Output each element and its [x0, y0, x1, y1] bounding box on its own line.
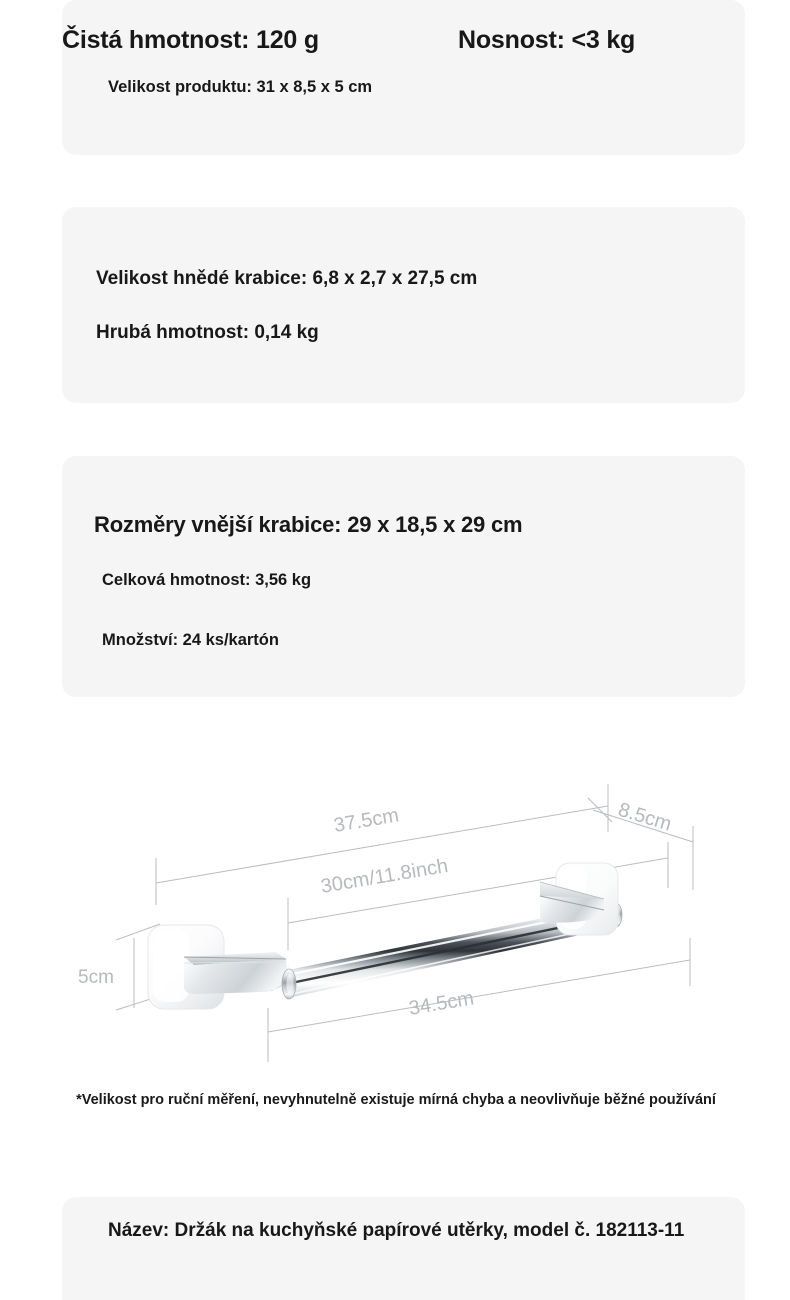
- spec-card-outer-box: [62, 456, 745, 697]
- product-name-label: Název: Držák na kuchyňské papírové utěrky, model č. 182113-11: [108, 1220, 685, 1241]
- outer-box-size-label: Rozměry vnější krabice: 29 x 18,5 x 29 cm: [94, 512, 523, 537]
- product-size-label: Velikost produktu: 31 x 8,5 x 5 cm: [108, 78, 373, 96]
- spec-card-product-name: [62, 1197, 745, 1300]
- product-size-row: [108, 76, 468, 100]
- measurement-disclaimer: *Velikost pro ruční měření, nevyhnutelně existuje mírná chyba a neovlivňuje běžné používání: [76, 1092, 716, 1108]
- dim-label-height: 5cm: [78, 967, 114, 988]
- quantity-row: [102, 629, 402, 653]
- net-weight-row: [62, 26, 319, 55]
- product-dimension-diagram: [0, 770, 790, 1080]
- brown-box-size-label: Velikost hnědé krabice: 6,8 x 2,7 x 27,5 cm: [96, 268, 478, 289]
- dim-label-mount-span: 34.5cm: [407, 987, 476, 1020]
- clipped-bottom-text: [108, 1293, 668, 1300]
- dim-label-bar-length: 30cm/11.8inch: [319, 855, 450, 898]
- total-weight-label: Celková hmotnost: 3,56 kg: [102, 571, 312, 589]
- gross-weight-label: Hrubá hmotnost: 0,14 kg: [96, 322, 319, 343]
- load-capacity-row: [458, 26, 635, 55]
- load-capacity-label: Nosnost: <3 kg: [458, 26, 636, 54]
- total-weight-row: [102, 569, 402, 593]
- net-weight-label: Čistá hmotnost: 120 g: [62, 26, 319, 54]
- dim-label-depth: 8.5cm: [615, 798, 675, 836]
- outer-box-size-row: [94, 512, 522, 538]
- brown-box-size-row: [96, 265, 477, 293]
- gross-weight-row: [96, 319, 319, 347]
- spec-card-inner-box: [62, 207, 745, 403]
- product-name-row: [108, 1217, 688, 1246]
- dim-label-overall-length: 37.5cm: [332, 804, 401, 837]
- spec-card-basic: [62, 0, 745, 155]
- quantity-label: Množství: 24 ks/kartón: [102, 631, 279, 649]
